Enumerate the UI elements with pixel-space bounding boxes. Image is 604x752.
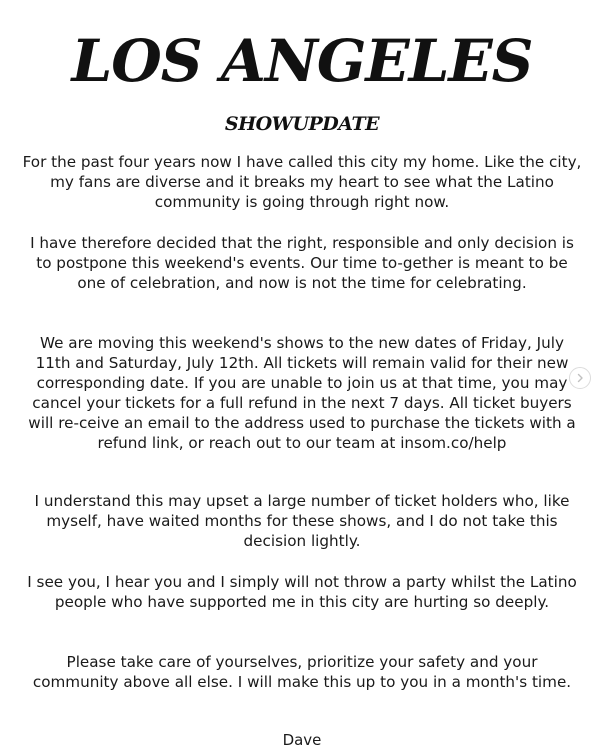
paragraph-4: I understand this may upset a large number of ticket holders who, like myself, have waited months for these shows, and I do not take this decision lightly. xyxy=(34,492,570,550)
paragraph-5: I see you, I hear you and I simply will not throw a party whilst the Latino people who have supported me in this city are hurting so deeply. xyxy=(27,573,577,611)
page-title: LOS ANGELES xyxy=(71,27,533,95)
paragraph-3: We are moving this weekend's shows to the new dates of Friday, July 11th and Saturday, July 12th. All tickets will remain valid for their new corresponding date. If you are unable to join us at that time, you may cancel your tickets for a full refund in the next 7 days. All ticket buyers will re-ceive an email to the address used to purchase the tickets with a refund link, or reach out to our team at insom.co/help xyxy=(28,334,576,452)
chevron-right-icon xyxy=(575,373,585,383)
carousel-next-button[interactable] xyxy=(569,367,591,389)
signature: Dave xyxy=(282,731,322,749)
paragraph-2: I have therefore decided that the right, responsible and only decision is to postpone this weekend's events. Our time to-gether is meant to be one of celebration, and now is not the time for celebrating. xyxy=(30,234,574,292)
page-subtitle: SHOWUPDATE xyxy=(224,113,380,135)
paragraph-6: Please take care of yourselves, prioritize your safety and your community above all else. I will make this up to you in a month's time. xyxy=(32,653,572,691)
paragraph-1: For the past four years now I have called this city my home. Like the city, my fans are diverse and it breaks my heart to see what the Latino community is going through right now. xyxy=(22,153,582,211)
